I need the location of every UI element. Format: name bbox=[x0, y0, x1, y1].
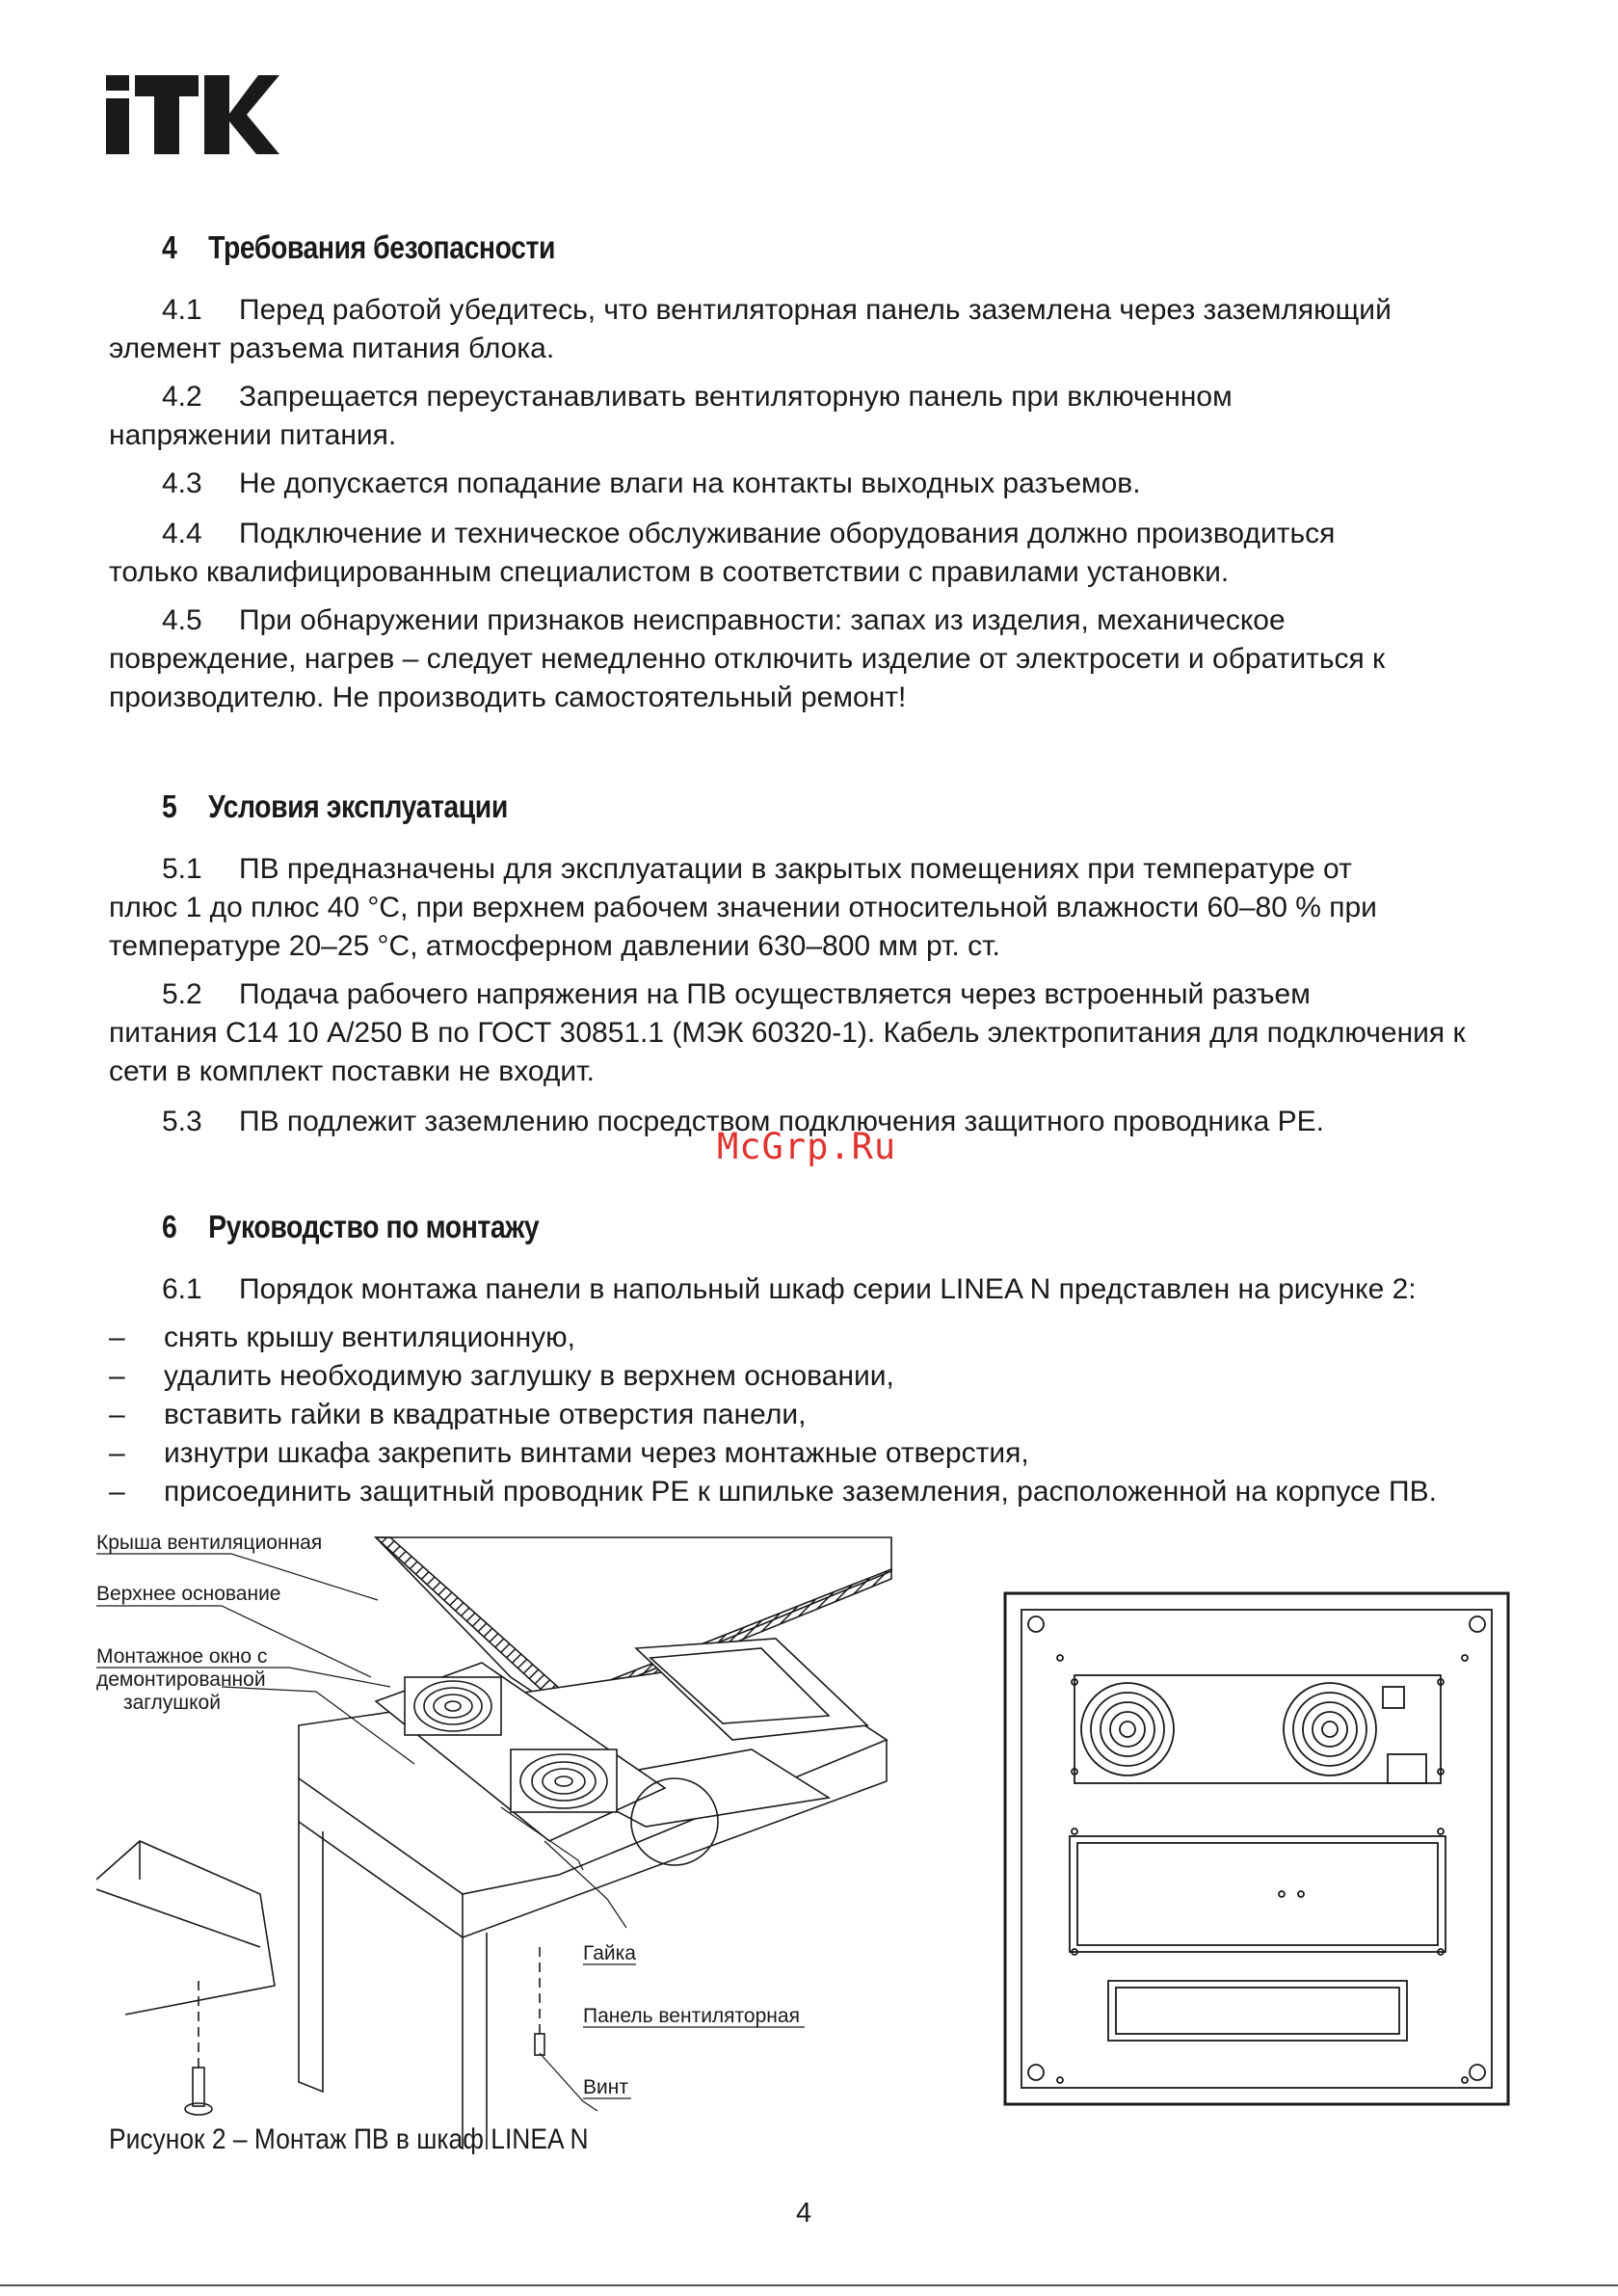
section-title-text: Руководство по монтажу bbox=[208, 1209, 540, 1244]
section-6-title bbox=[162, 1209, 539, 1245]
paragraph-5-1: 5.1 ПВ предназначены для эксплуатации в закрытых помещениях при температуре от плюс 1 до плюс 40 °C, при верхнем рабочем значении относительной влажности 60–80 % при температуре 20–25 °C, атмосферном давлении 630–800 мм рт. ст. bbox=[109, 853, 1377, 962]
callout-window-line-3: заглушкой bbox=[123, 1692, 221, 1714]
bottom-rule bbox=[0, 2284, 1618, 2286]
list-item: – удалить необходимую заглушку в верхнем основании, bbox=[109, 1360, 894, 1392]
mounting-steps-list bbox=[109, 1319, 1554, 1511]
page-number: 4 bbox=[796, 2198, 812, 2229]
top-view-drawing bbox=[1002, 1590, 1513, 2111]
list-item: – снять крышу вентиляционную, bbox=[109, 1322, 575, 1353]
section-title-text: Требования безопасности bbox=[208, 229, 556, 265]
paragraph-5-2: 5.2 Подача рабочего напряжения на ПВ осуществляется через встроенный разъем питания С14 10 А/250 В по ГОСТ 30851.1 (МЭК 60320-1). Кабель электропитания для подключения к сети в комплект поставки не входит. bbox=[109, 978, 1466, 1087]
installation-drawing bbox=[96, 1533, 993, 2149]
figure-caption: Рисунок 2 – Монтаж ПВ в шкаф LINEA N bbox=[109, 2123, 589, 2155]
list-item: – присоединить защитный проводник PE к шпильке заземления, расположенной на корпусе ПВ. bbox=[109, 1476, 1437, 1508]
paragraph-4-4: 4.4 Подключение и техническое обслуживание оборудования должно производиться только квалифицированным специалистом в соответствии с правилами установки. bbox=[109, 518, 1336, 588]
callout-screw: Винт bbox=[583, 2076, 628, 2098]
paragraph-6-1: 6.1 Порядок монтажа панели в напольный шкаф серии LINEA N представлен на рисунке 2: bbox=[162, 1273, 1417, 1305]
watermark: McGrp.Ru bbox=[717, 1126, 897, 1167]
section-number: 5 bbox=[162, 788, 177, 824]
callout-roof: Крыша вентиляционная bbox=[96, 1533, 323, 1554]
list-item: – вставить гайки в квадратные отверстия панели, bbox=[109, 1399, 807, 1430]
section-number: 4 bbox=[162, 229, 177, 265]
section-number: 6 bbox=[162, 1209, 177, 1244]
callout-top-base: Верхнее основание bbox=[96, 1583, 281, 1605]
paragraph-4-1: 4.1 Перед работой убедитесь, что вентиляторная панель заземлена через заземляющий элемент разъема питания блока. bbox=[109, 294, 1392, 364]
callout-panel: Панель вентиляторная bbox=[583, 2005, 800, 2027]
callout-window-line-1: Монтажное окно с bbox=[96, 1645, 268, 1668]
paragraph-4-5: 4.5 При обнаружении признаков неисправности: запах из изделия, механическое повреждение, нагрев – следует немедленно отключить изделие от электросети и обратиться к производителю. Не производить самостоятельный ремонт! bbox=[109, 604, 1386, 713]
paragraph-4-3: 4.3 Не допускается попадание влаги на контакты выходных разъемов. bbox=[162, 467, 1141, 499]
section-5-title bbox=[162, 788, 508, 825]
callout-nut: Гайка bbox=[583, 1942, 636, 1964]
paragraph-4-2: 4.2 Запрещается переустанавливать вентиляторную панель при включенном напряжении питания. bbox=[109, 381, 1233, 451]
section-title-text: Условия эксплуатации bbox=[208, 788, 508, 824]
callout-window-line-2: демонтированной bbox=[96, 1669, 266, 1691]
itk-logo bbox=[106, 75, 279, 154]
list-item: – изнутри шкафа закрепить винтами через монтажные отверстия, bbox=[109, 1437, 1029, 1469]
fan-1 bbox=[405, 1677, 501, 1735]
paragraph-5-3: 5.3 ПВ подлежит заземлению посредством подключения защитного проводника PE. bbox=[162, 1106, 1324, 1137]
section-4-title bbox=[162, 229, 555, 266]
fan-2 bbox=[511, 1749, 617, 1812]
